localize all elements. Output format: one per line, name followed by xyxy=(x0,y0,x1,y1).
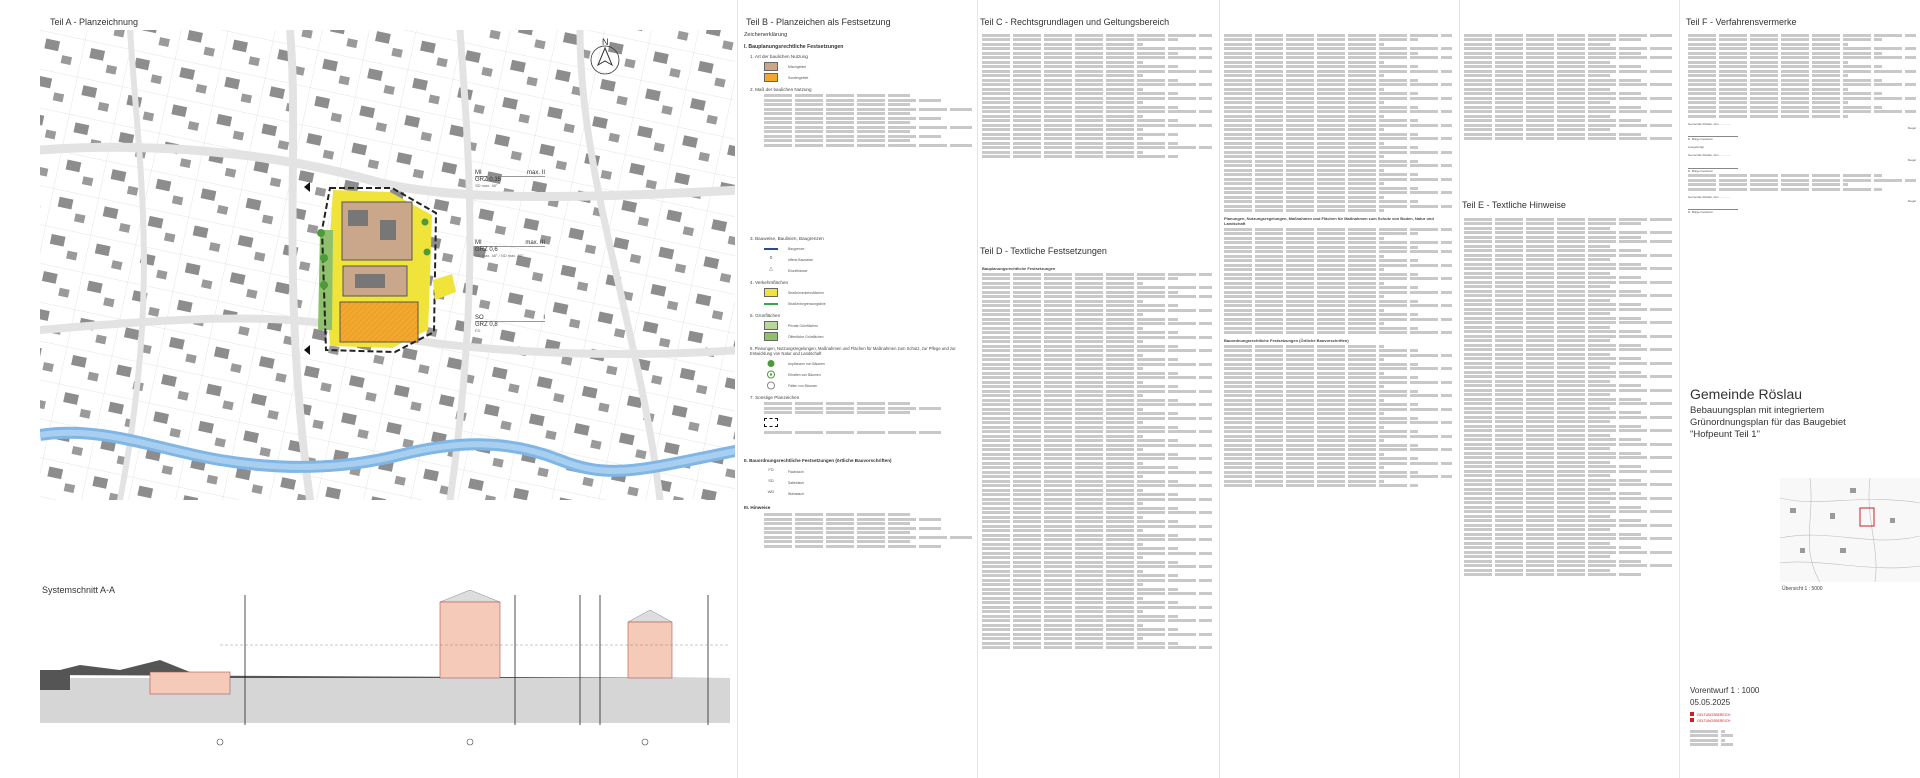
legend-geltungsbereich xyxy=(1690,712,1730,724)
legend-baugrenze xyxy=(744,243,972,254)
signature-line-1: Gemeinde Röslau, den ............. xyxy=(1688,121,1731,126)
siegel-2: Siegel xyxy=(1907,157,1916,162)
title-block xyxy=(1690,386,1918,441)
teil-d-title: Teil D - Textliche Festsetzungen xyxy=(980,246,1107,256)
panel-teil-e xyxy=(1460,0,1678,778)
legend-begrenzung xyxy=(744,298,972,309)
legend-sondergebiet xyxy=(744,72,972,83)
legend-satteldach-label: Satteldach xyxy=(788,480,805,485)
siegel-3: Siegel xyxy=(1907,199,1916,204)
legend-einzelhaeuser xyxy=(744,265,972,276)
municipality-name: Gemeinde Röslau xyxy=(1690,386,1803,402)
legend-faellen xyxy=(744,380,972,391)
legend-einzelhaeuser-label: Einzelhäuser xyxy=(788,268,808,273)
tree-remove-icon xyxy=(764,381,778,390)
textliche-festsetzungen xyxy=(982,262,1212,651)
textliche-hinweise xyxy=(1464,216,1672,578)
panel-teil-f xyxy=(1680,0,1920,778)
schablone-1-art: max. II xyxy=(526,170,545,176)
sonstige-planzeichen xyxy=(744,402,972,452)
legend-strasse-label: Straßenverkehrsflächen xyxy=(788,290,824,295)
signature-line-3: Gemeinde Röslau, den ............. xyxy=(1688,194,1731,199)
planer-info xyxy=(1690,728,1740,748)
tree-plant-icon xyxy=(764,359,778,368)
siegel-1: Siegel xyxy=(1907,125,1916,130)
planzeichnung-map xyxy=(40,30,735,500)
mass-tabelle xyxy=(744,94,972,232)
swatch-begrenzung xyxy=(764,303,778,305)
systemschnitt-title: Systemschnitt A-A xyxy=(42,585,116,595)
teil-d-section-3: Bauordnungsrechtliche Festsetzungen (Örtliche Bauvorschriften) xyxy=(1224,338,1349,343)
swatch-sondergebiet xyxy=(764,73,778,82)
uebersicht-scale: Übersicht 1 : 5000 xyxy=(1782,586,1823,592)
schablone-3-type: SO xyxy=(475,315,484,321)
tree-keep-icon xyxy=(764,370,778,379)
rechtsgrundlagen-text xyxy=(982,32,1212,160)
hinweise-top-text xyxy=(1464,32,1672,142)
legend-satteldach: SD Satteldach xyxy=(768,478,805,485)
panel-teil-a xyxy=(0,0,735,778)
legend-sub-3: 3. Bauweise, Baulinien, Baugrenzen xyxy=(750,236,824,241)
legend-gruen-oeff xyxy=(744,331,972,342)
legend-erhalten xyxy=(744,369,972,380)
schablone-2-grz: GRZ 0,6 xyxy=(475,247,498,253)
schablone-2-dach: SD max. 48° / ND max. 30° xyxy=(475,253,524,258)
schablone-1-grz: GRZ 0,35 xyxy=(475,177,502,183)
legend-sub-5: 5. Grünflächen xyxy=(750,313,781,318)
schablone-1-type: MI xyxy=(475,170,482,176)
schablone-2 xyxy=(475,240,545,258)
schablone-1 xyxy=(475,170,545,188)
swatch-baugrenze xyxy=(764,248,778,250)
verfahrensvermerke xyxy=(1688,32,1916,215)
buergermeister-3: D. Bürgermeisterin xyxy=(1688,210,1714,215)
teil-f-title: Teil F - Verfahrensvermerke xyxy=(1686,17,1797,27)
legend-sub-2: 2. Maß der baulichen Nutzung xyxy=(750,87,812,92)
legend-sec-3: III. Hinweise xyxy=(744,505,771,510)
legend-sub-6: 6. Planungen, Nutzungsregelungen, Maßnahmen und Flächen für Maßnahmen zum Schutz, zur Pflege und zur Entwicklung von Natur und Landschaft xyxy=(750,346,956,356)
legend-mischgebiet-label: Mischgebiet xyxy=(788,64,807,69)
systemschnitt-section xyxy=(40,590,730,750)
uebersichtsplan xyxy=(1780,478,1920,582)
teil-b-title: Teil B - Planzeichen als Festsetzung xyxy=(746,17,891,27)
schablone-3 xyxy=(475,315,545,333)
teil-a-title: Teil A - Planzeichnung xyxy=(50,17,139,27)
legend-offen-label: offene Bauweise xyxy=(788,257,814,262)
buergermeister-1: D. Bürgermeisterin xyxy=(1688,136,1714,141)
legend-offen xyxy=(744,254,972,265)
legend-anpflanzen-label: Anpflanzen von Bäumen xyxy=(788,361,825,366)
swatch-gruen-privat xyxy=(764,321,778,330)
schablone-1-dach: SD max. 48° xyxy=(475,183,498,188)
hinweise-list xyxy=(744,513,972,548)
legend-sub-7: 7. Sonstige Planzeichen xyxy=(750,395,800,400)
legend-faellen-label: Fällen von Bäumen xyxy=(788,383,818,388)
legend-flachdach: FD Flachdach xyxy=(768,467,804,474)
swatch-mischgebiet xyxy=(764,62,778,71)
legend-baugrenze-label: Baugrenze xyxy=(788,246,805,251)
zeichenerklaerung: Zeichenerklärung xyxy=(744,32,788,38)
legend-walmdach-label: Walmdach xyxy=(788,491,804,496)
legend-walmdach: WD Walmdach xyxy=(767,489,804,496)
plan-date: 05.05.2025 xyxy=(1690,698,1731,707)
north-arrow: N xyxy=(602,37,609,47)
legend-begrenzung-label: Straßenbegrenzungslinie xyxy=(788,301,826,306)
swatch-offen: o xyxy=(769,255,773,261)
teil-e-title: Teil E - Textliche Hinweise xyxy=(1462,200,1566,210)
panel-teil-b xyxy=(738,0,976,778)
schablone-3-art: I xyxy=(543,315,545,321)
legend-mischgebiet xyxy=(744,61,972,72)
legend-gruen-privat-label: Private Grünflächen xyxy=(788,323,818,328)
swatch-strasse xyxy=(764,288,778,297)
legend-gruen-privat xyxy=(744,320,972,331)
legend-sec-1: I. Bauplanungsrechtliche Festsetzungen xyxy=(744,44,844,50)
buergermeister-2: D. Bürgermeisterin xyxy=(1688,168,1714,173)
schablone-2-type: MI xyxy=(475,240,482,246)
legend-anpflanzen xyxy=(744,358,972,369)
geltung-label-2: GELTUNGSBEREICH xyxy=(1697,719,1731,723)
festsetzungen-cont xyxy=(1224,32,1452,489)
legend-sub-4: 4. Verkehrsflächen xyxy=(750,280,789,285)
legend-strasse xyxy=(744,287,972,298)
vorentwurf-scale: Vorentwurf 1 : 1000 xyxy=(1690,686,1760,695)
schablone-3-dach: FD xyxy=(475,328,481,333)
panel-teil-d-cont xyxy=(1220,0,1458,778)
so-block xyxy=(340,302,418,342)
panel-teil-c-d xyxy=(978,0,1218,778)
teil-c-title: Teil C - Rechtsgrundlagen und Geltungsbereich xyxy=(980,17,1170,27)
signature-line-2: Gemeinde Röslau, den ............. xyxy=(1688,153,1731,158)
legend-sub-1: 1. Art der baulichen Nutzung xyxy=(750,54,808,59)
schablone-3-grz: GRZ 0,8 xyxy=(475,322,498,328)
plan-subtitle: Bebauungsplan mit integriertem Grünordnungsplan für das Baugebiet "Hofpeunt Teil 1" xyxy=(1690,405,1846,440)
legend-erhalten-label: Erhalten von Bäumen xyxy=(788,372,821,377)
teil-d-section-1: Bauplanungsrechtliche Festsetzungen xyxy=(982,266,1056,271)
legend-gruen-oeff-label: Öffentliche Grünflächen xyxy=(788,334,824,339)
teil-d-section-2: Planungen, Nutzungsregelungen, Maßnahmen und Flächen für Maßnahmen zum Schutz von Boden, Natur und Landschaft xyxy=(1224,216,1434,226)
schablone-2-art: max. III xyxy=(525,240,545,246)
swatch-einzelhaeuser: △ xyxy=(769,266,773,272)
legend-sondergebiet-label: Sondergebiet xyxy=(788,75,809,80)
geltung-label-1: GELTUNGSBEREICH xyxy=(1697,713,1731,717)
ausgefertigt-label: Ausgefertigt xyxy=(1688,145,1705,150)
legend-sec-2: II. Bauordnungsrechtliche Festsetzungen (örtliche Bauvorschriften) xyxy=(744,458,892,463)
legend-flachdach-label: Flachdach xyxy=(788,469,804,474)
swatch-gruen-oeff xyxy=(764,332,778,341)
legend-column xyxy=(744,32,972,549)
